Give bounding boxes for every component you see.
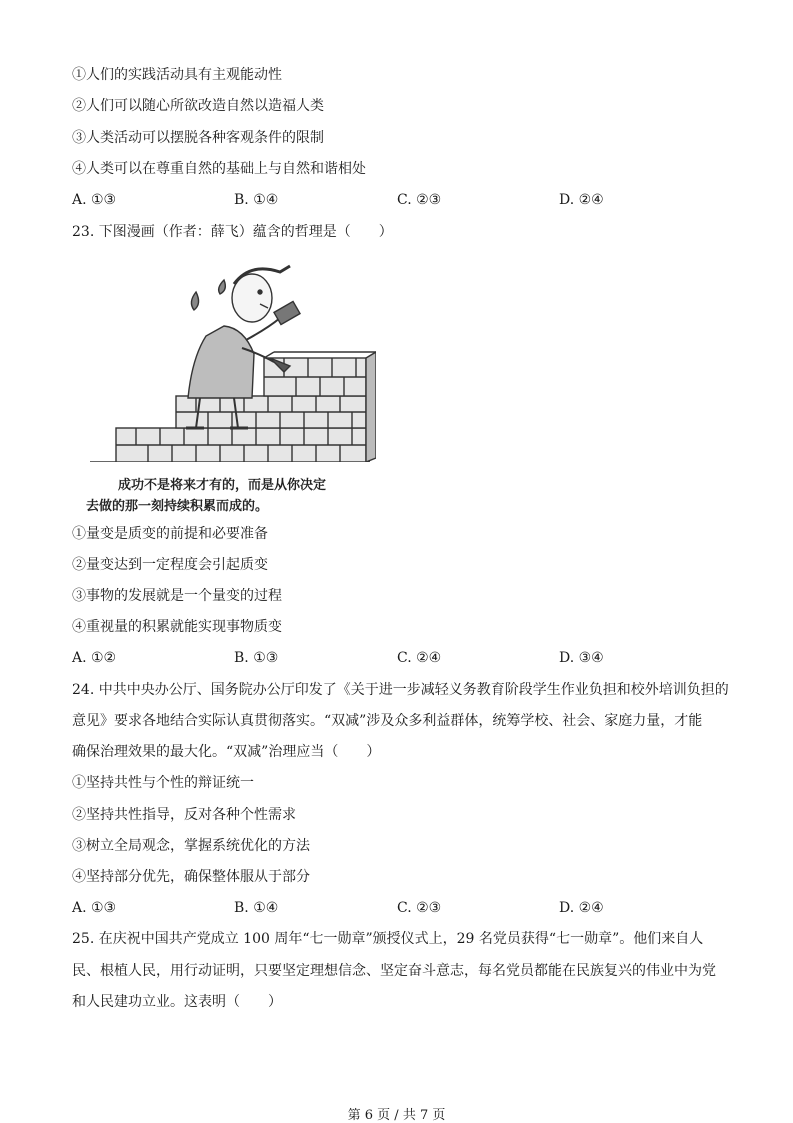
q23-option-a[interactable]: A. ①②	[72, 650, 117, 666]
q24-stem-line-2: 意见》要求各地结合实际认真贯彻落实。“双减”涉及众多利益群体，统筹学校、社会、家庭力量，才能	[72, 713, 703, 729]
q23-statement-4: ④重视量的积累就能实现事物质变	[72, 619, 282, 635]
q24-option-d[interactable]: D. ②④	[559, 900, 604, 916]
q22-statement-2: ②人们可以随心所欲改造自然以造福人类	[72, 98, 324, 114]
q24-stem-line-1: 24. 中共中央办公厅、国务院办公厅印发了《关于进一步减轻义务教育阶段学生作业负担和校外培训负担的	[72, 682, 729, 698]
q23-option-c[interactable]: C. ②④	[397, 650, 442, 666]
q25-stem-line-1: 25. 在庆祝中国共产党成立 100 周年“七一勋章”颁授仪式上，29 名党员获得“七一勋章”。他们来自人	[72, 931, 704, 947]
q23-caption-line-2: 去做的那一刻持续积累而成的。	[86, 499, 269, 514]
q23-options	[72, 649, 712, 667]
q24-statement-4: ④坚持部分优先，确保整体服从于部分	[72, 869, 310, 885]
q23-caption-line-1: 成功不是将来才有的，而是从你决定	[118, 478, 327, 493]
q24-statement-3: ③树立全局观念，掌握系统优化的方法	[72, 838, 310, 854]
q24-option-b[interactable]: B. ①④	[234, 900, 279, 916]
q24-option-c[interactable]: C. ②③	[397, 900, 442, 916]
q23-statement-2: ②量变达到一定程度会引起质变	[72, 557, 268, 573]
q23-cartoon	[84, 262, 376, 512]
q24-options	[72, 899, 712, 917]
q24-stem-line-3: 确保治理效果的最大化。“双减”治理应当（ ）	[72, 744, 381, 760]
q22-options	[72, 191, 712, 209]
q23-statement-3: ③事物的发展就是一个量变的过程	[72, 588, 282, 604]
q22-statement-3: ③人类活动可以摆脱各种客观条件的限制	[72, 130, 324, 146]
q22-option-a[interactable]: A. ①③	[72, 192, 117, 208]
q22-option-b[interactable]: B. ①④	[234, 192, 279, 208]
q22-statement-1: ①人们的实践活动具有主观能动性	[72, 67, 282, 83]
q24-statement-2: ②坚持共性指导，反对各种个性需求	[72, 807, 296, 823]
q22-option-d[interactable]: D. ②④	[559, 192, 604, 208]
q23-statement-1: ①量变是质变的前提和必要准备	[72, 526, 268, 542]
q24-statement-1: ①坚持共性与个性的辩证统一	[72, 775, 254, 791]
q23-option-b[interactable]: B. ①③	[234, 650, 279, 666]
q24-option-a[interactable]: A. ①③	[72, 900, 117, 916]
page-number-footer: 第 6 页 / 共 7 页	[347, 1108, 446, 1123]
bricklayer-cartoon-image	[84, 262, 376, 462]
q23-stem: 23. 下图漫画（作者：薛飞）蕴含的哲理是（ ）	[72, 224, 393, 240]
q22-statement-4: ④人类可以在尊重自然的基础上与自然和谐相处	[72, 161, 366, 177]
q25-stem-line-2: 民、根植人民，用行动证明，只要坚定理想信念、坚定奋斗意志，每名党员都能在民族复兴的伟业中为党	[72, 963, 716, 979]
q23-option-d[interactable]: D. ③④	[559, 650, 604, 666]
q22-option-c[interactable]: C. ②③	[397, 192, 442, 208]
q25-stem-line-3: 和人民建功立业。这表明（ ）	[72, 994, 282, 1010]
